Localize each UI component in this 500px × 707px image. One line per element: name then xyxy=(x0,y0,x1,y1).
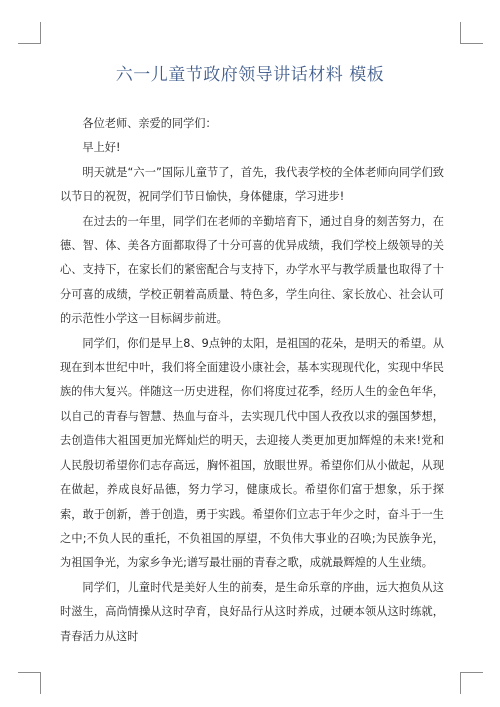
paragraph-2: 在过去的一年里，同学们在老师的辛勤培育下，通过自身的刻苦努力，在德、智、体、美各方面都取得了十分可喜的优异成绩，我们学校上级领导的关心、支持下，在家长们的紧密配合与支持下，办学水平与教学质量也取得了十分可喜的成绩，学校正朝着高质量、特色多，学生向往、家长放心、社会认可的示范性小学这一目标阔步前进。 xyxy=(60,214,444,326)
salutation: 各位老师、亲爱的同学们： xyxy=(82,117,217,130)
greeting: 早上好! xyxy=(82,141,121,155)
paragraph-3: 同学们，你们是早上8、9点钟的太阳，是祖国的花朵，是明天的希望。从现在到本世纪中叶，我们将全面建设小康社会，基本实现现代化，实现中华民族的伟大复兴。伴随这一历史进程，你们将度过花季，经历人生的金色年华，以自己的青春与智慧、热血与奋斗，去实现几代中国人孜孜以求的强国梦想，去创造伟大祖国更加光辉灿烂的明天，去迎接人类更加更加辉煌的未来!党和人民殷切希望你们志存高远，胸怀祖国，放眼世界。希望你们从小做起，从现在做起，养成良好品德，努力学习，健康成长。希望你们富于想象，乐于探索，敢于创新，善于创造，勇于实践。希望你们立志于年少之时，奋斗于一生之中;不负人民的重托，不负祖国的厚望，不负伟大事业的召唤;为民族争光，为祖国争光，为家乡争光;谱写最壮丽的青春之歌，成就最辉煌的人生业绩。 xyxy=(60,336,444,570)
crop-mark-bottom-left-horizontal xyxy=(18,672,41,673)
crop-mark-top-left-vertical xyxy=(40,22,41,44)
document-body xyxy=(60,112,444,649)
crop-mark-bottom-left-vertical xyxy=(40,672,41,694)
crop-mark-bottom-right-horizontal xyxy=(460,672,483,673)
crop-mark-bottom-right-vertical xyxy=(460,672,461,694)
crop-mark-top-right-horizontal xyxy=(460,43,483,44)
crop-mark-top-left-horizontal xyxy=(18,43,41,44)
crop-mark-top-right-vertical xyxy=(460,22,461,44)
paragraph-4: 同学们，儿童时代是美好人生的前奏，是生命乐章的序曲，远大抱负从这时滋生，高尚情操从这时孕育，良好品行从这时养成，过硬本领从这时练就，青春活力从这时 xyxy=(60,580,444,643)
document-title: 六一儿童节政府领导讲话材料 模板 xyxy=(115,65,385,85)
paragraph-1: 明天就是“六一”国际儿童节了，首先，我代表学校的全体老师向同学们致以节日的祝贺，祝同学们节日愉快，身体健康，学习进步! xyxy=(60,165,444,204)
